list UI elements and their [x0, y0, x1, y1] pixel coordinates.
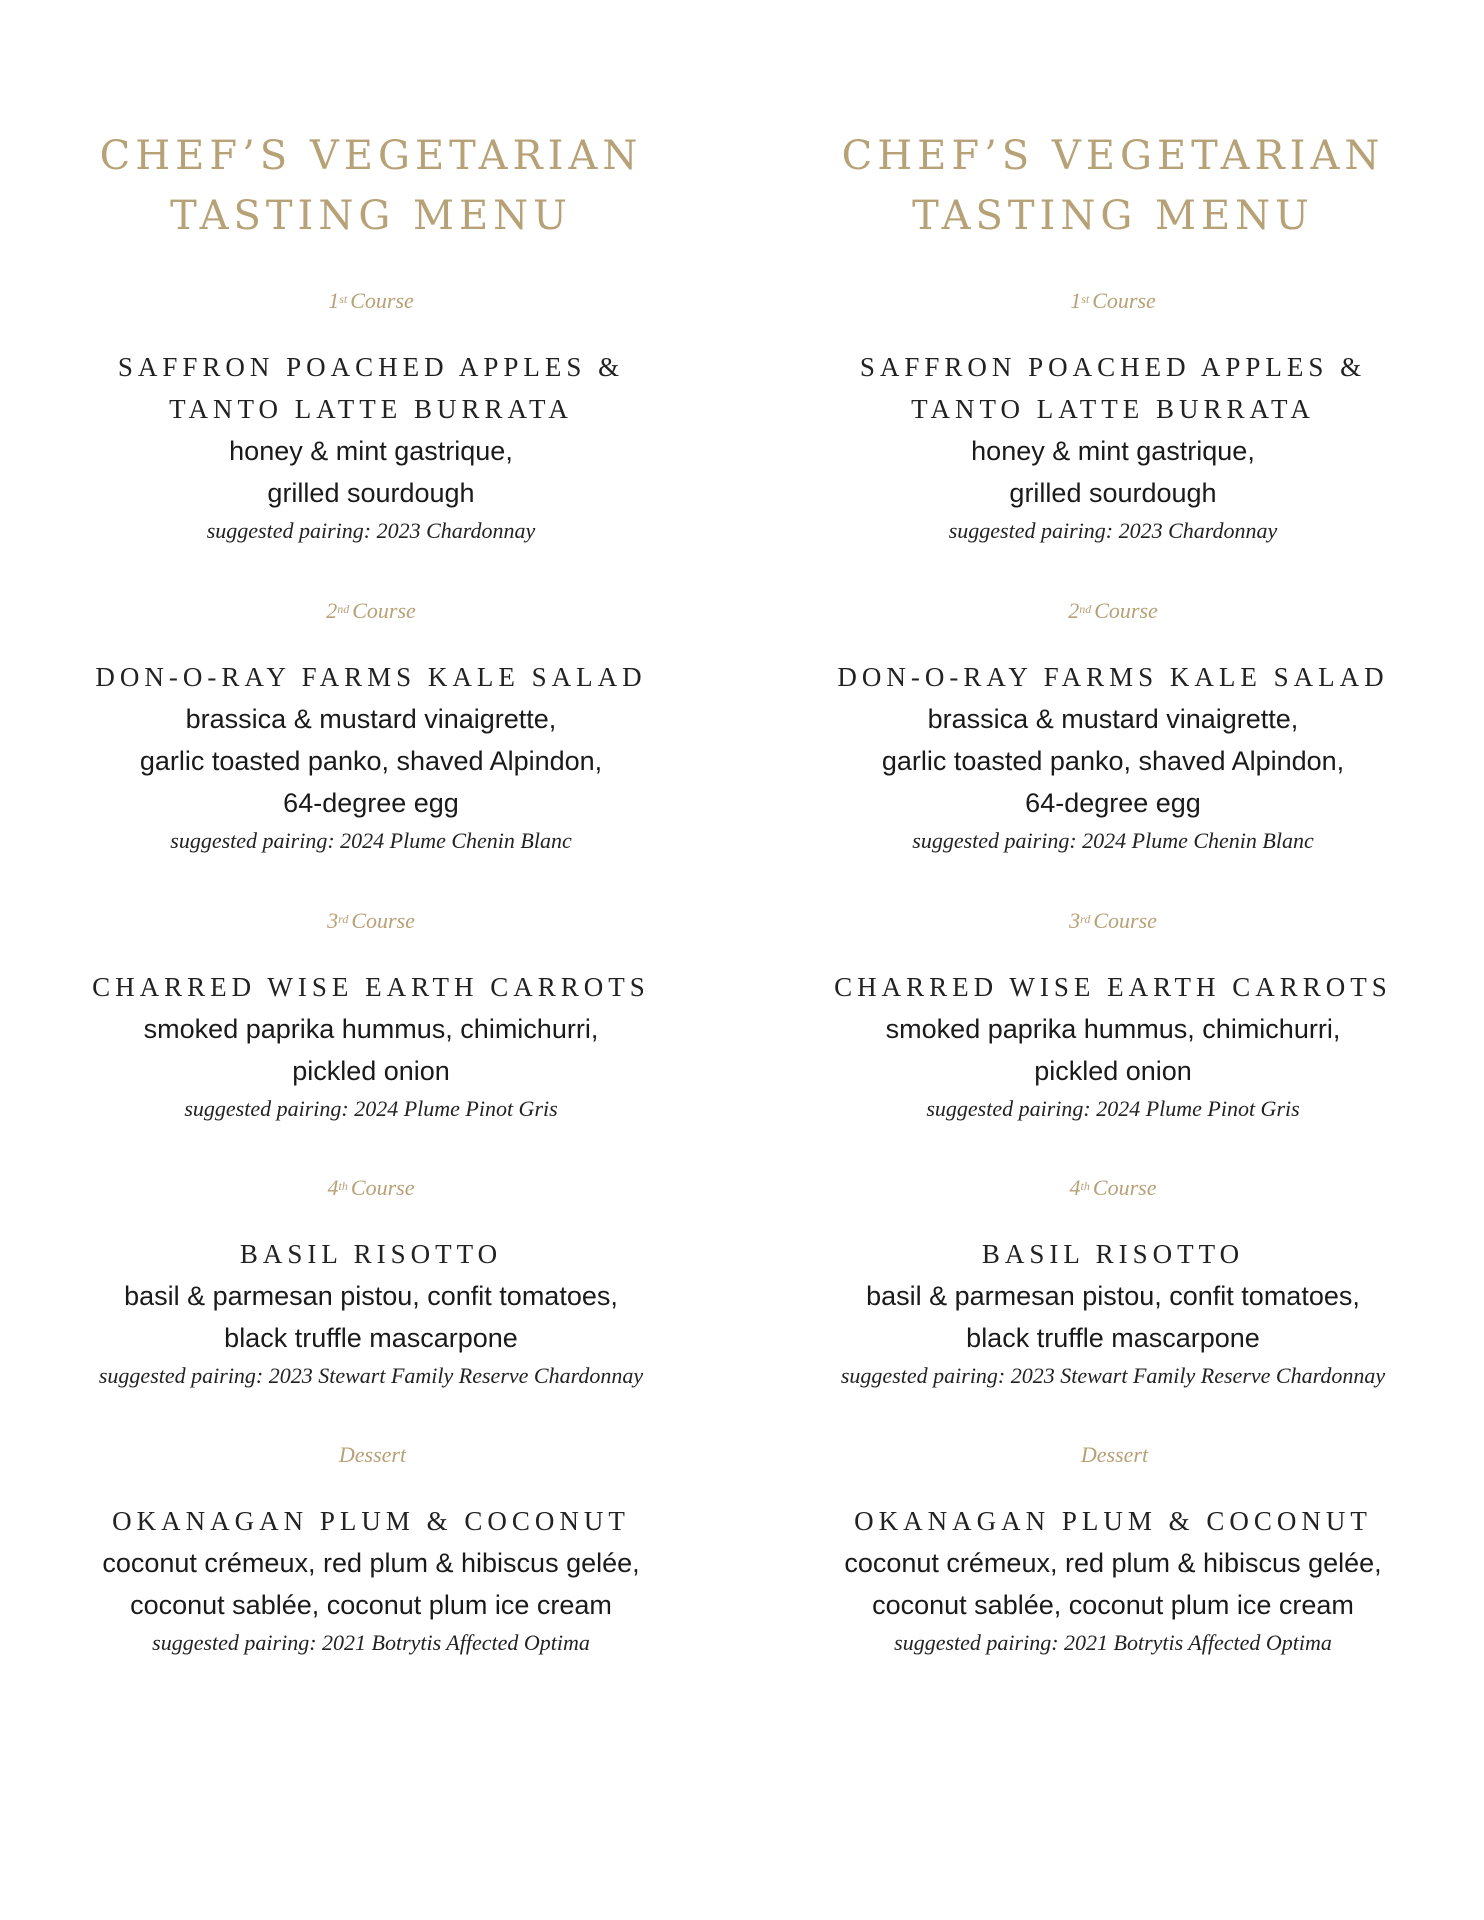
dish-description: brassica & mustard vinaigrette, garlic toasted panko, shaved Alpindon, 64-degree egg [881, 704, 1345, 818]
dish-name: DON-O-RAY FARMS KALE SALAD [837, 662, 1389, 692]
dish-name: DON-O-RAY FARMS KALE SALAD [95, 662, 647, 692]
menu-title [742, 126, 1484, 246]
course-section-1 [742, 288, 1484, 546]
dish-description: smoked paprika hummus, chimichurri, pickled onion [885, 1014, 1341, 1086]
course-section-dessert [742, 1442, 1484, 1658]
dish-name: CHARRED WISE EARTH CARROTS [834, 972, 1392, 1002]
course-section-1 [0, 288, 742, 546]
menu-title-line-2: TASTING MENU [912, 193, 1314, 239]
course-section-3 [0, 908, 742, 1124]
dish-description: coconut crémeux, red plum & hibiscus gelée, coconut sablée, coconut plum ice cream [844, 1548, 1382, 1620]
dish-description: honey & mint gastrique, grilled sourdough [971, 436, 1255, 508]
wine-pairing: suggested pairing: 2024 Plume Pinot Gris [184, 1096, 558, 1121]
wine-pairing: suggested pairing: 2024 Plume Chenin Blanc [170, 828, 572, 853]
dish-name: BASIL RISOTTO [239, 1239, 503, 1269]
course-section-2 [742, 598, 1484, 856]
wine-pairing: suggested pairing: 2023 Chardonnay [206, 518, 536, 543]
wine-pairing: suggested pairing: 2023 Stewart Family Reserve Chardonnay [98, 1363, 644, 1388]
dish-name: SAFFRON POACHED APPLES & TANTO LATTE BURRATA [117, 352, 625, 424]
menu-title [0, 126, 742, 246]
dish-description: brassica & mustard vinaigrette, garlic toasted panko, shaved Alpindon, 64-degree egg [139, 704, 603, 818]
wine-pairing: suggested pairing: 2024 Plume Pinot Gris [926, 1096, 1300, 1121]
dish-name: SAFFRON POACHED APPLES & TANTO LATTE BURRATA [859, 352, 1367, 424]
course-label: 1st Course [328, 288, 414, 313]
course-label: 2nd Course [326, 598, 416, 623]
menu-title-line-2: TASTING MENU [170, 193, 572, 239]
course-label: 2nd Course [1068, 598, 1158, 623]
course-section-2 [0, 598, 742, 856]
menu-title-line-1: CHEF’S VEGETARIAN [99, 133, 643, 179]
wine-pairing: suggested pairing: 2021 Botrytis Affected Optima [894, 1630, 1332, 1655]
dish-description: honey & mint gastrique, grilled sourdough [229, 436, 513, 508]
course-section-3 [742, 908, 1484, 1124]
dish-description: basil & parmesan pistou, confit tomatoes, black truffle mascarpone [866, 1281, 1360, 1353]
wine-pairing: suggested pairing: 2023 Stewart Family Reserve Chardonnay [840, 1363, 1386, 1388]
dish-description: coconut crémeux, red plum & hibiscus gelée, coconut sablée, coconut plum ice cream [102, 1548, 640, 1620]
dish-name: OKANAGAN PLUM & COCONUT [112, 1506, 630, 1536]
course-label: Dessert [1080, 1442, 1149, 1467]
menu-card-right [742, 0, 1484, 1920]
wine-pairing: suggested pairing: 2024 Plume Chenin Blanc [912, 828, 1314, 853]
course-section-4 [0, 1175, 742, 1391]
course-label: 4th Course [1069, 1175, 1157, 1200]
course-label: Dessert [338, 1442, 407, 1467]
wine-pairing: suggested pairing: 2023 Chardonnay [948, 518, 1278, 543]
course-label: 4th Course [327, 1175, 415, 1200]
course-label: 3rd Course [1069, 908, 1157, 933]
wine-pairing: suggested pairing: 2021 Botrytis Affected Optima [152, 1630, 590, 1655]
dish-name: BASIL RISOTTO [981, 1239, 1245, 1269]
course-section-4 [742, 1175, 1484, 1391]
course-label: 3rd Course [327, 908, 415, 933]
dish-description: smoked paprika hummus, chimichurri, pickled onion [143, 1014, 599, 1086]
course-section-dessert [0, 1442, 742, 1658]
menu-title-line-1: CHEF’S VEGETARIAN [841, 133, 1385, 179]
dish-name: CHARRED WISE EARTH CARROTS [92, 972, 650, 1002]
dish-description: basil & parmesan pistou, confit tomatoes, black truffle mascarpone [124, 1281, 618, 1353]
dish-name: OKANAGAN PLUM & COCONUT [854, 1506, 1372, 1536]
course-label: 1st Course [1070, 288, 1156, 313]
